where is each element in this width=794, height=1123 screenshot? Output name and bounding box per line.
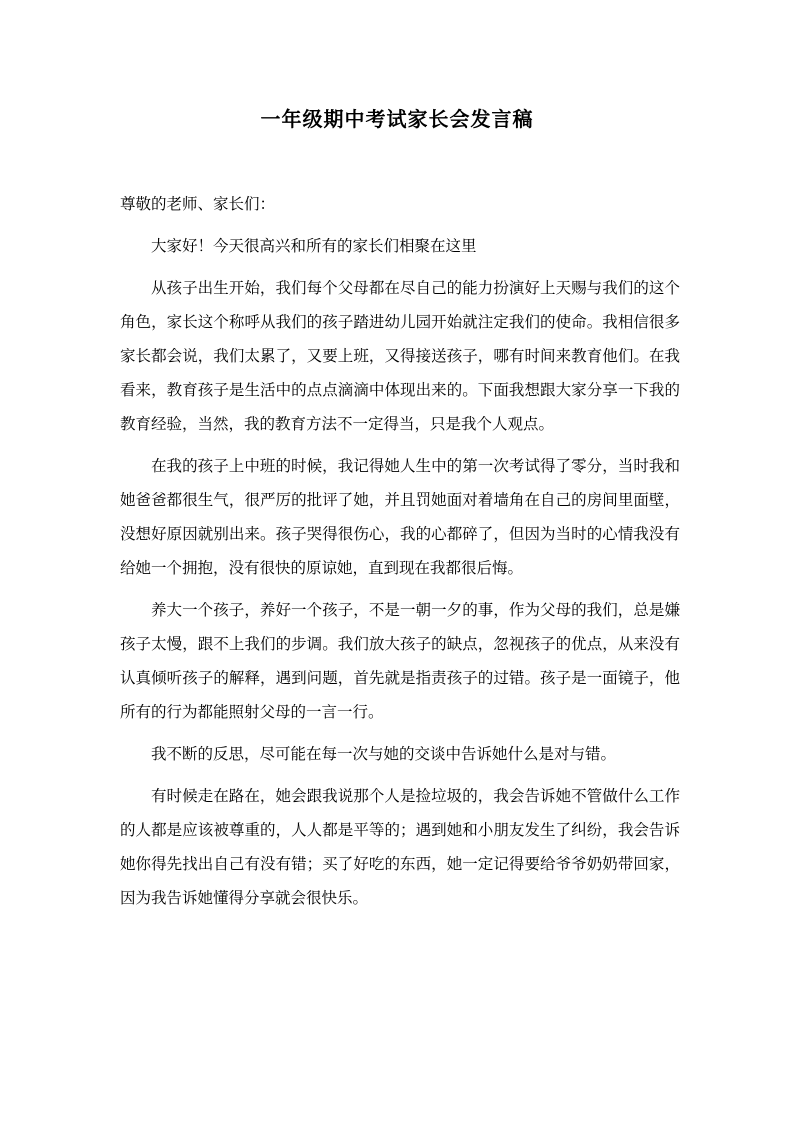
paragraph-parenting-role: 从孩子出生开始，我们每个父母都在尽自己的能力扮演好上天赐与我们的这个角色，家长这个称呼从我们的孩子踏进幼儿园开始就注定我们的使命。我相信很多家长都会说，我们太累了，又要上班，又得接送孩子，哪有时间来教育他们。在我看来，教育孩子是生活中的点点滴滴中体现出来的。下面我想跟大家分享一下我的教育经验，当然，我的教育方法不一定得当，只是我个人观点。 (120, 279, 680, 433)
paragraph-first-exam: 在我的孩子上中班的时候，我记得她人生中的第一次考试得了零分，当时我和她爸爸都很生气，很严厉的批评了她，并且罚她面对着墙角在自己的房间里面壁，没想好原因就别出来。孩子哭得很伤心，我的心都碎了，但因为当时的心情我没有给她一个拥抱，没有很快的原谅她，直到现在我都很后悔。 (120, 457, 680, 577)
paragraph-teaching-values: 有时候走在路在，她会跟我说那个人是捡垃圾的，我会告诉她不管做什么工作的人都是应该被尊重的，人人都是平等的；遇到她和小朋友发生了纠纷，我会告诉她你得先找出自己有没有错；买了好吃的东西，她一定记得要给爷爷奶奶带回家，因为我告诉她懂得分享就会很快乐。 (120, 787, 680, 907)
salutation: 尊敬的老师、家长们： (120, 195, 276, 213)
document-title: 一年级期中考试家长会发言稿 (260, 107, 534, 131)
document-body (120, 187, 680, 923)
paragraph-reflection: 我不断的反思，尽可能在每一次与她的交谈中告诉她什么是对与错。 (151, 745, 617, 763)
paragraph-raising-child: 养大一个孩子，养好一个孩子，不是一朝一夕的事，作为父母的我们，总是嫌孩子太慢，跟不上我们的步调。我们放大孩子的缺点，忽视孩子的优点，从来没有认真倾听孩子的解释，遇到问题，首先就是指责孩子的过错。孩子是一面镜子，他所有的行为都能照射父母的一言一行。 (120, 601, 680, 721)
paragraph-greeting: 大家好！今天很高兴和所有的家长们相聚在这里 (151, 237, 477, 255)
